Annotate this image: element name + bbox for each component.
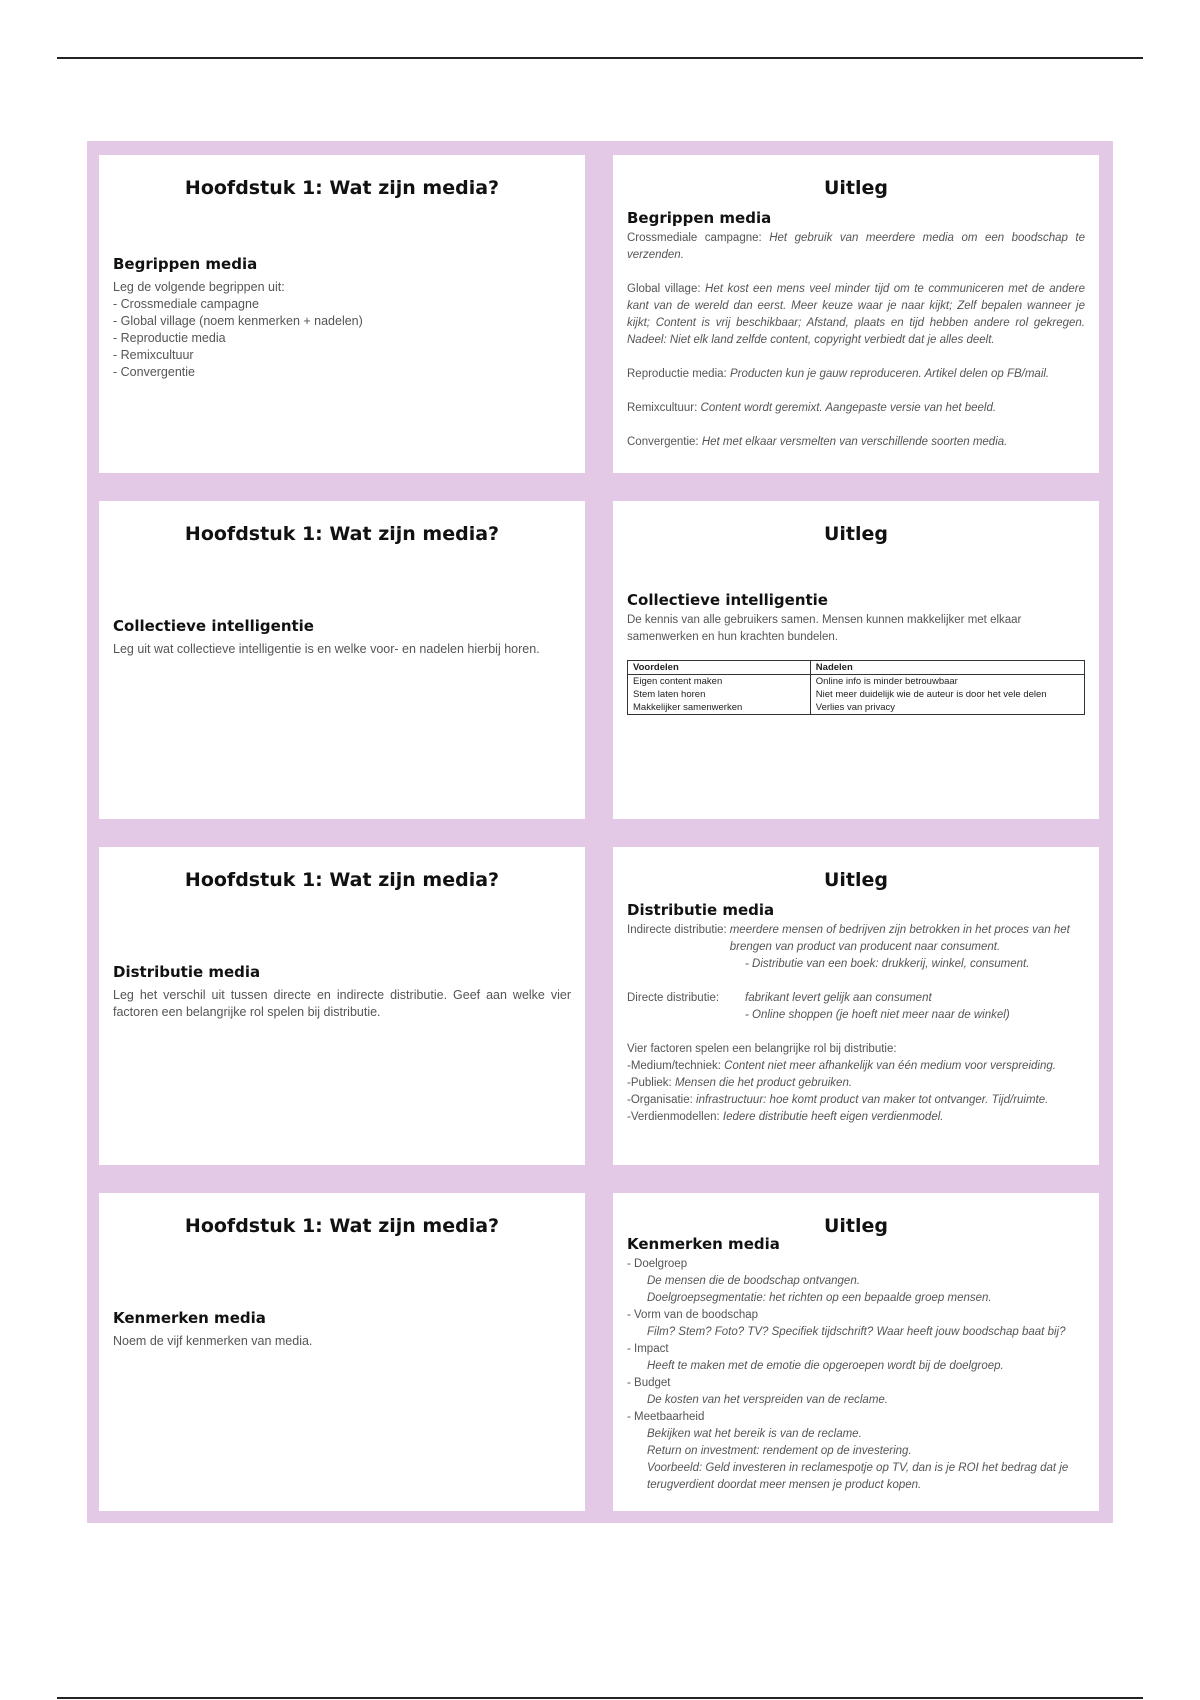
- term-definition: Remixcultuur: Content wordt geremixt. Aangepaste versie van het beeld.: [627, 402, 997, 414]
- table-header: Nadelen: [810, 661, 1084, 675]
- term-definition: Global village: Het kost een mens veel minder tijd om te communiceren met de andere kant van de wereld dan eerst. Meer keuze waar je naar kijkt; Zelf bepalen wanneer je kijkt; Content is vrij beschikbaar; Afstand, plaats en tijd hebben andere rol gekregen. Nadeel: Niet elk land zelfde content, copyright verbiedt dat je alles deelt.: [627, 283, 1086, 346]
- table-cell: Verlies van privacy: [810, 701, 1084, 715]
- card-title: Hoofdstuk 1: Wat zijn media?: [184, 1215, 500, 1237]
- table-header: Voordelen: [628, 661, 811, 675]
- characteristic-detail: Bekijken wat het bereik is van de reclame.: [647, 1428, 862, 1440]
- question-card-4: [99, 1193, 585, 1511]
- characteristic-label: - Doelgroep: [627, 1258, 688, 1270]
- list-item: - Convergentie: [113, 365, 195, 379]
- list-item: - Reproductie media: [113, 331, 226, 345]
- footer-rule: [57, 1697, 1143, 1699]
- table-row: [628, 701, 1085, 715]
- factor-item: -Medium/techniek: Content niet meer afhankelijk van één medium voor verspreiding.: [627, 1060, 1056, 1072]
- table-cell: Niet meer duidelijk wie de auteur is door het vele delen: [810, 688, 1084, 701]
- table-cell: Eigen content maken: [628, 675, 811, 689]
- characteristic-detail: Heeft te maken met de emotie die opgeroepen wordt bij de doelgroep.: [647, 1360, 1004, 1372]
- table-row: [628, 675, 1085, 689]
- table-cell: Online info is minder betrouwbaar: [810, 675, 1084, 689]
- question-intro: Leg de volgende begrippen uit:: [113, 280, 285, 294]
- characteristic-detail: De mensen die de boodschap ontvangen.: [647, 1275, 860, 1287]
- question-subject: Collectieve intelligentie: [113, 617, 314, 635]
- indirect-example: - Distributie van een boek: drukkerij, winkel, consument.: [745, 958, 1030, 970]
- card-title: Hoofdstuk 1: Wat zijn media?: [184, 869, 500, 891]
- answer-text: De kennis van alle gebruikers samen. Mensen kunnen makkelijker met elkaar samenwerken en hun krachten bundelen.: [627, 614, 1022, 643]
- term-definition: Convergentie: Het met elkaar versmelten van verschillende soorten media.: [627, 436, 1008, 448]
- answer-card-2: [613, 501, 1099, 819]
- term-definition: Crossmediale campagne: Het gebruik van meerdere media om een boodschap te verzenden.: [627, 232, 1086, 261]
- answer-card-1: [613, 155, 1099, 473]
- characteristic-detail: De kosten van het verspreiden van de reclame.: [647, 1394, 888, 1406]
- factor-item: -Publiek: Mensen die het product gebruiken.: [627, 1077, 853, 1089]
- question-subject: Kenmerken media: [113, 1309, 266, 1327]
- card-title: Uitleg: [823, 869, 889, 891]
- table-header-row: [628, 661, 1085, 675]
- table-cell: Stem laten horen: [628, 688, 811, 701]
- table-cell: Makkelijker samenwerken: [628, 701, 811, 715]
- question-text: Leg het verschil uit tussen directe en indirecte distributie. Geef aan welke vier factoren een belangrijke rol spelen bij distributie.: [113, 988, 571, 1019]
- card-title: Uitleg: [823, 177, 889, 199]
- question-list: [113, 296, 571, 381]
- answer-subject: Kenmerken media: [627, 1235, 780, 1253]
- factors-intro: Vier factoren spelen een belangrijke rol bij distributie:: [627, 1043, 897, 1055]
- term-definition: Reproductie media: Producten kun je gauw reproduceren. Artikel delen op FB/mail.: [627, 368, 1050, 380]
- answer-subject: Begrippen media: [627, 209, 772, 227]
- answer-subject: Distributie media: [627, 901, 775, 919]
- factor-item: -Organisatie: infrastructuur: hoe komt product van maker tot ontvanger. Tijd/ruimte.: [627, 1094, 1049, 1106]
- flashcard-sheet: [87, 141, 1113, 1523]
- characteristic-label: - Meetbaarheid: [627, 1411, 705, 1423]
- list-item: - Crossmediale campagne: [113, 297, 259, 311]
- characteristic-detail: Film? Stem? Foto? TV? Specifiek tijdschrift? Waar heeft jouw boodschap baat bij?: [647, 1326, 1066, 1338]
- question-card-1: [99, 155, 585, 473]
- list-item: - Remixcultuur: [113, 348, 194, 362]
- pros-cons-table: [627, 660, 1085, 715]
- list-item: - Global village (noem kenmerken + nadelen): [113, 314, 363, 328]
- answer-card-3: [613, 847, 1099, 1165]
- question-card-3: [99, 847, 585, 1165]
- characteristic-detail: Return on investment: rendement op de investering.: [647, 1445, 912, 1457]
- card-title: Hoofdstuk 1: Wat zijn media?: [184, 523, 500, 545]
- direct-example: - Online shoppen (je hoeft niet meer naar de winkel): [745, 1009, 1010, 1021]
- characteristic-label: - Vorm van de boodschap: [627, 1309, 759, 1321]
- direct-distribution: Directe distributie: fabrikant levert gelijk aan consument: [627, 992, 932, 1004]
- question-subject: Begrippen media: [113, 255, 258, 273]
- answer-subject: Collectieve intelligentie: [627, 591, 828, 609]
- question-text: Leg uit wat collectieve intelligentie is en welke voor- en nadelen hierbij horen.: [113, 642, 540, 656]
- card-title: Hoofdstuk 1: Wat zijn media?: [184, 177, 500, 199]
- characteristic-detail: Doelgroepsegmentatie: het richten op een bepaalde groep mensen.: [647, 1292, 992, 1304]
- card-title: Uitleg: [823, 523, 889, 545]
- factor-item: -Verdienmodellen: Iedere distributie heeft eigen verdienmodel.: [627, 1111, 944, 1123]
- characteristic-detail: Voorbeeld: Geld investeren in reclamespotje op TV, dan is je ROI het bedrag dat je terugverdient doordat meer mensen je product kopen.: [647, 1462, 1069, 1491]
- characteristic-label: - Budget: [627, 1377, 671, 1389]
- question-card-2: [99, 501, 585, 819]
- card-title: Uitleg: [823, 1215, 889, 1237]
- characteristic-label: - Impact: [627, 1343, 669, 1355]
- table-row: [628, 688, 1085, 701]
- header-rule: [57, 57, 1143, 59]
- question-subject: Distributie media: [113, 963, 261, 981]
- answer-card-4: [613, 1193, 1099, 1511]
- indirect-distribution: Indirecte distributie: meerdere mensen of bedrijven zijn betrokken in het proces van het brengen van product van producent naar consument.: [627, 924, 1070, 953]
- question-text: Noem de vijf kenmerken van media.: [113, 1334, 313, 1348]
